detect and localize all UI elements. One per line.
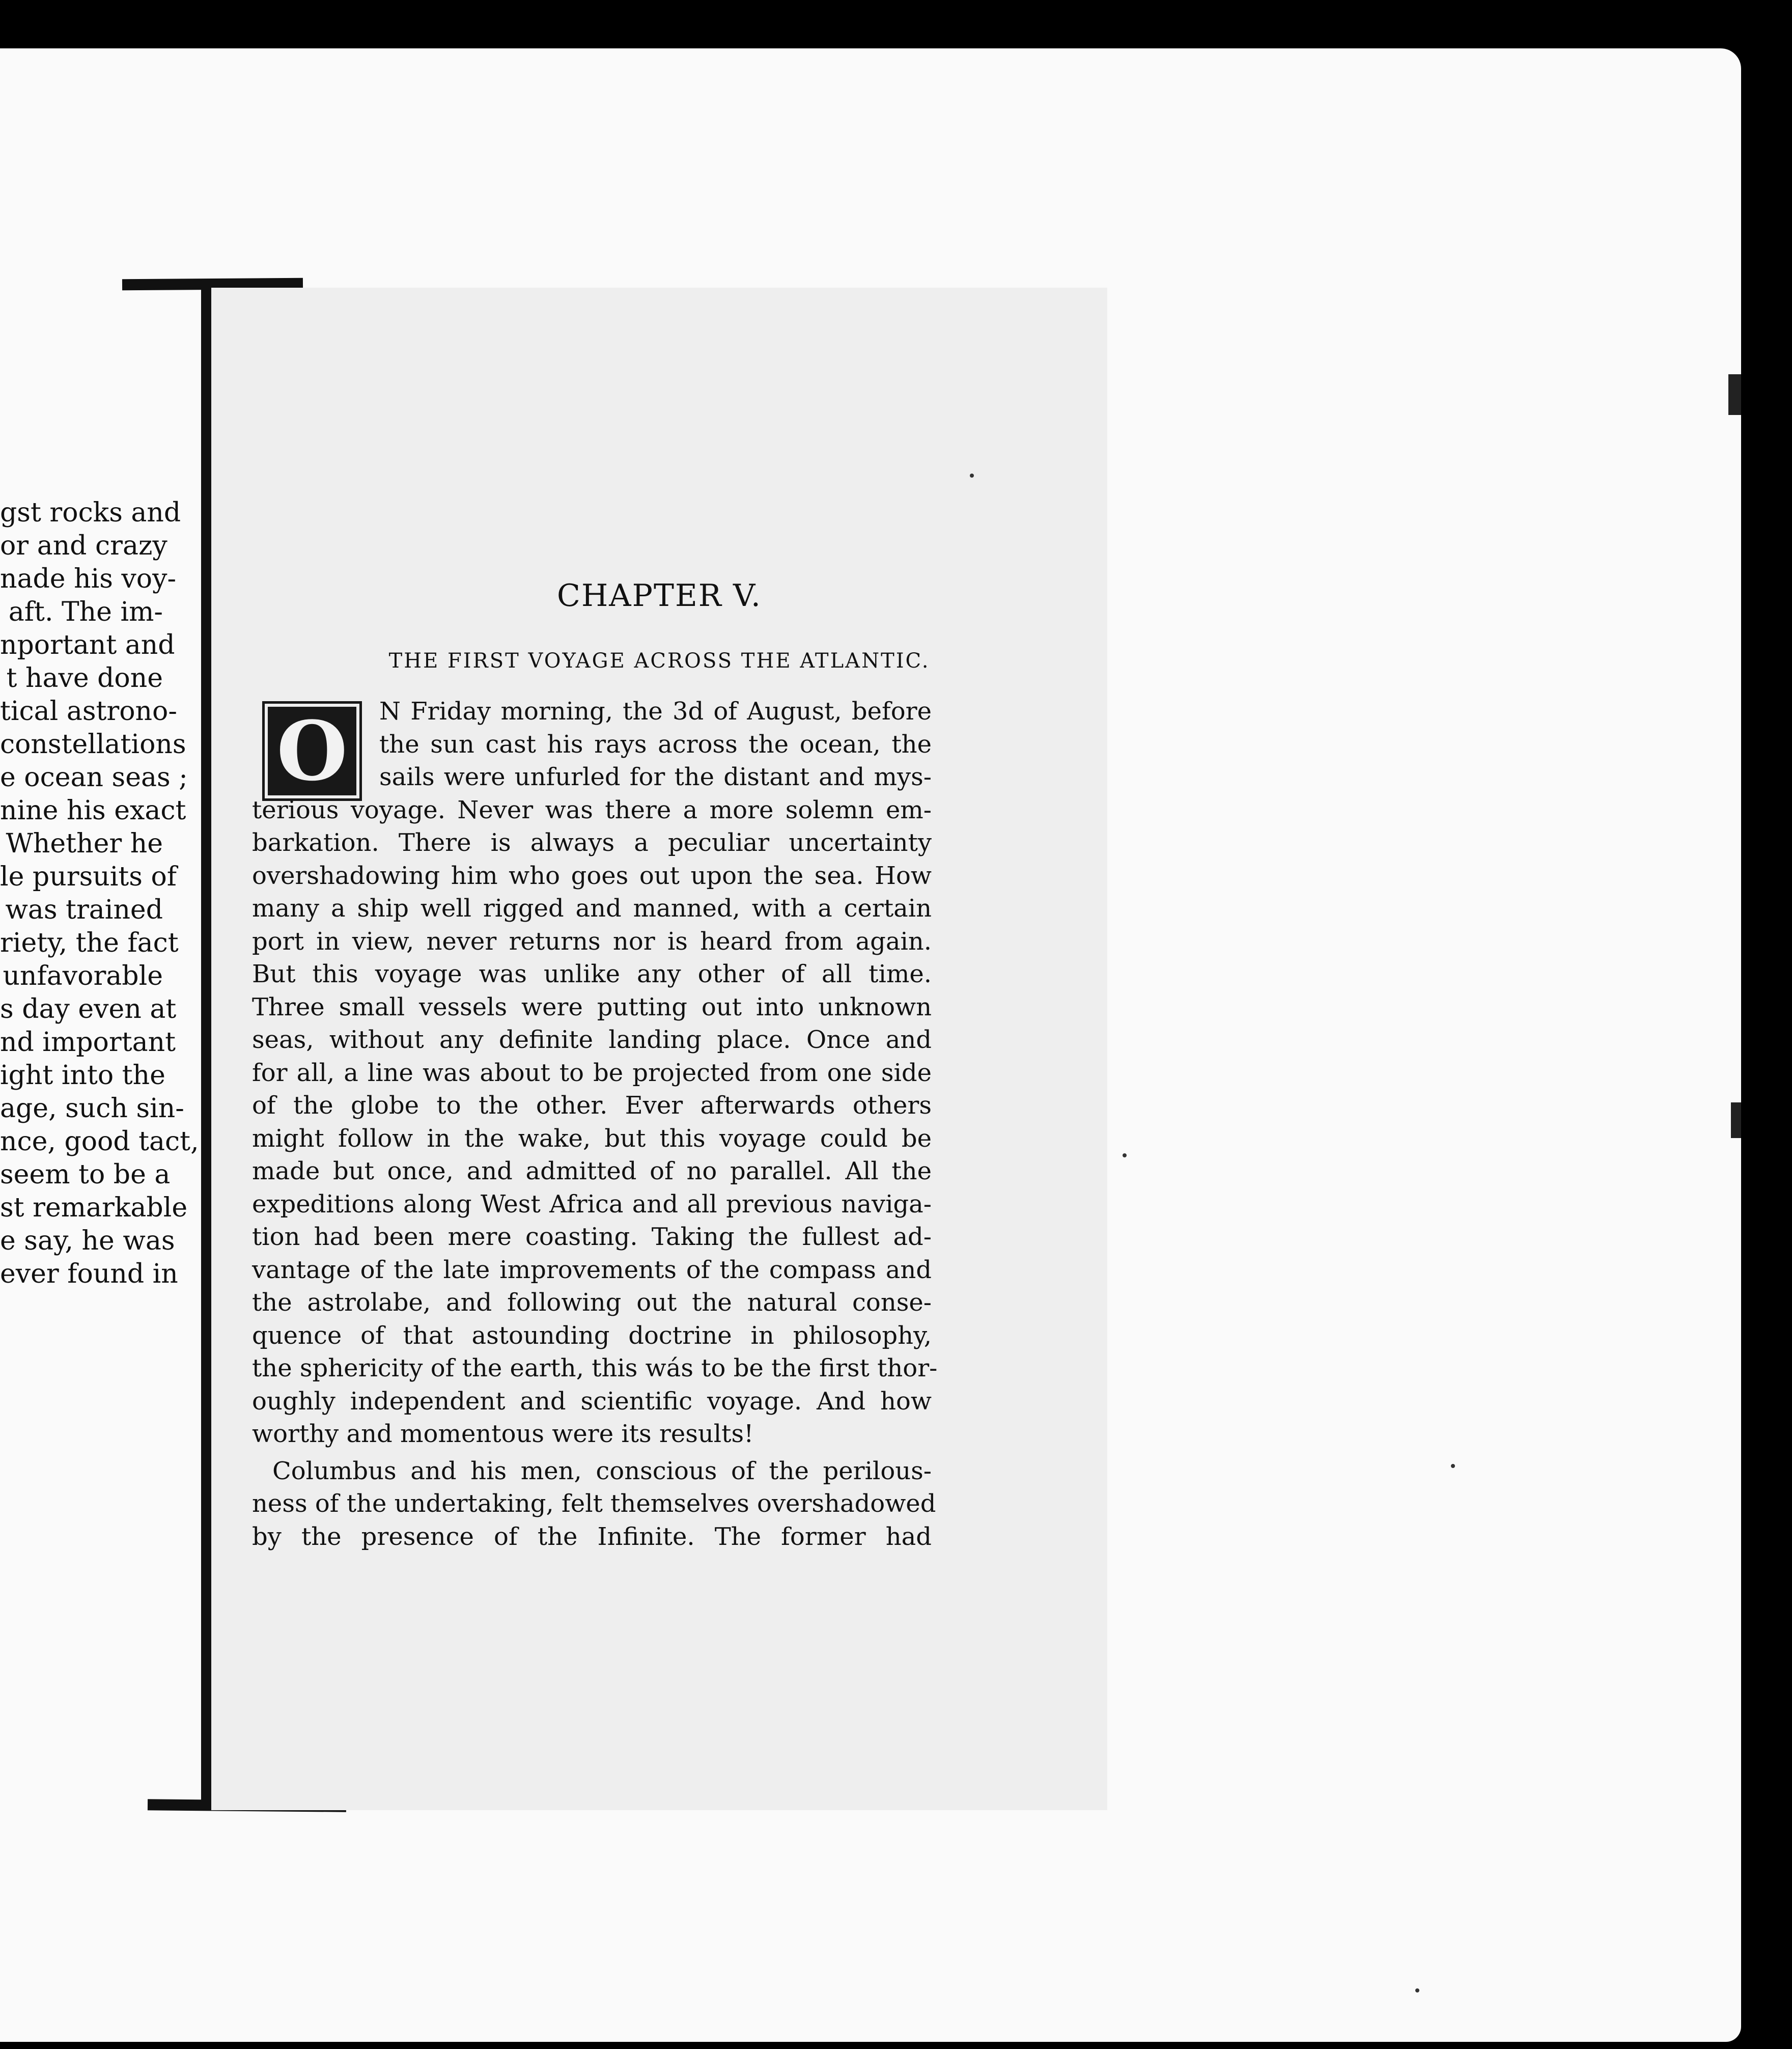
left-page-line: age, such sin- (0, 1093, 184, 1124)
left-page-line: was trained (5, 895, 163, 925)
scan-speck (1451, 1464, 1455, 1468)
bracket-stem (201, 283, 211, 1810)
left-page-line: ever found in (0, 1259, 178, 1289)
left-page-line: aft. The im- (8, 597, 163, 627)
paragraph-1-line: of the globe to the other. Ever afterwards others (252, 1091, 932, 1120)
left-page-line: t have done (6, 663, 163, 694)
left-page-line: nportant and (0, 630, 175, 660)
paragraph-1-line: tion had been mere coasting. Taking the fullest ad- (252, 1223, 932, 1251)
paragraph-1-line: sails were unfurled for the distant and mys- (379, 763, 932, 791)
paragraph-2-line: ness of the undertaking, felt themselves overshadowed (252, 1489, 936, 1518)
paragraph-2-line: by the presence of the Infinite. The former had (252, 1522, 932, 1551)
scan-speck (970, 474, 974, 478)
left-page-line: Whether he (6, 828, 163, 859)
left-page-line: constellations (0, 729, 186, 760)
left-page-line: nce, good tact, (0, 1126, 199, 1157)
left-page-line: ight into the (0, 1060, 165, 1091)
paragraph-2-line: Columbus and his men, conscious of the perilous- (272, 1456, 932, 1485)
paragraph-1-line: might follow in the wake, but this voyage could be (252, 1124, 932, 1153)
chapter-title: CHAPTER V. (557, 578, 762, 614)
paragraph-1-line: vantage of the late improvements of the compass and (252, 1255, 932, 1284)
paragraph-1-line: terious voyage. Never was there a more solemn em- (252, 795, 932, 824)
drop-cap-letter: O (276, 703, 348, 799)
page-edge-mark (1728, 374, 1741, 415)
left-page-line: tical astrono- (0, 696, 177, 727)
paragraph-1-line: barkation. There is always a peculiar uncertainty (252, 828, 932, 857)
paragraph-1-line: quence of that astounding doctrine in philosophy, (252, 1321, 932, 1350)
left-page-line: riety, the fact (0, 928, 179, 958)
paragraph-1-line: But this voyage was unlike any other of all time. (252, 960, 932, 988)
scan-speck (1123, 1153, 1127, 1157)
left-page-line: seem to be a (0, 1159, 171, 1190)
left-page-line: e say, he was (0, 1226, 175, 1256)
left-page-line: st remarkable (0, 1193, 188, 1223)
paragraph-1-line: seas, without any definite landing place. Once and (252, 1026, 932, 1054)
scanned-sheet (0, 48, 1741, 2042)
main-page (211, 288, 1107, 1810)
paragraph-1-line: the sphericity of the earth, this wás to be the first thor- (252, 1354, 938, 1382)
left-page-line: unfavorable (3, 961, 163, 991)
paragraph-1-line: port in view, never returns nor is heard from again. (252, 927, 932, 956)
paragraph-1-line: for all, a line was about to be projected from one side (252, 1058, 932, 1087)
paragraph-1-line: the astrolabe, and following out the natural conse- (252, 1288, 932, 1317)
left-page-line: or and crazy (0, 531, 167, 561)
scan-speck (1415, 1988, 1419, 1992)
paragraph-1-line: expeditions along West Africa and all previous naviga- (252, 1189, 932, 1219)
paragraph-1-line: worthy and momentous were its results! (252, 1420, 754, 1448)
chapter-subtitle: THE FIRST VOYAGE ACROSS THE ATLANTIC. (388, 649, 930, 673)
left-page-text-fragment (0, 496, 199, 1291)
left-page-line: s day even at (0, 994, 177, 1024)
paragraph-1-line: overshadowing him who goes out upon the sea. How (252, 861, 932, 890)
left-page-line: nade his voy- (0, 564, 177, 594)
left-page-line: e ocean seas ; (0, 762, 188, 793)
paragraph-1-line: Three small vessels were putting out into unknown (252, 992, 932, 1021)
page-edge-mark (1731, 1102, 1741, 1138)
chapter-body-text (252, 695, 938, 1553)
left-page-line: nd important (0, 1027, 176, 1058)
paragraph-1-line: made but once, and admitted of no parallel. All the (252, 1157, 932, 1185)
paragraph-1-line: many a ship well rigged and manned, with a certain (252, 894, 932, 923)
left-page-line: nine his exact (0, 795, 186, 826)
left-page-line: le pursuits of (0, 862, 177, 892)
left-page-line: gst rocks and (0, 497, 181, 528)
paragraph-1-line: the sun cast his rays across the ocean, the (379, 730, 932, 759)
paragraph-1-line: oughly independent and scientific voyage. And how (252, 1387, 932, 1416)
paragraph-1-line: N Friday morning, the 3d of August, before (379, 697, 932, 726)
